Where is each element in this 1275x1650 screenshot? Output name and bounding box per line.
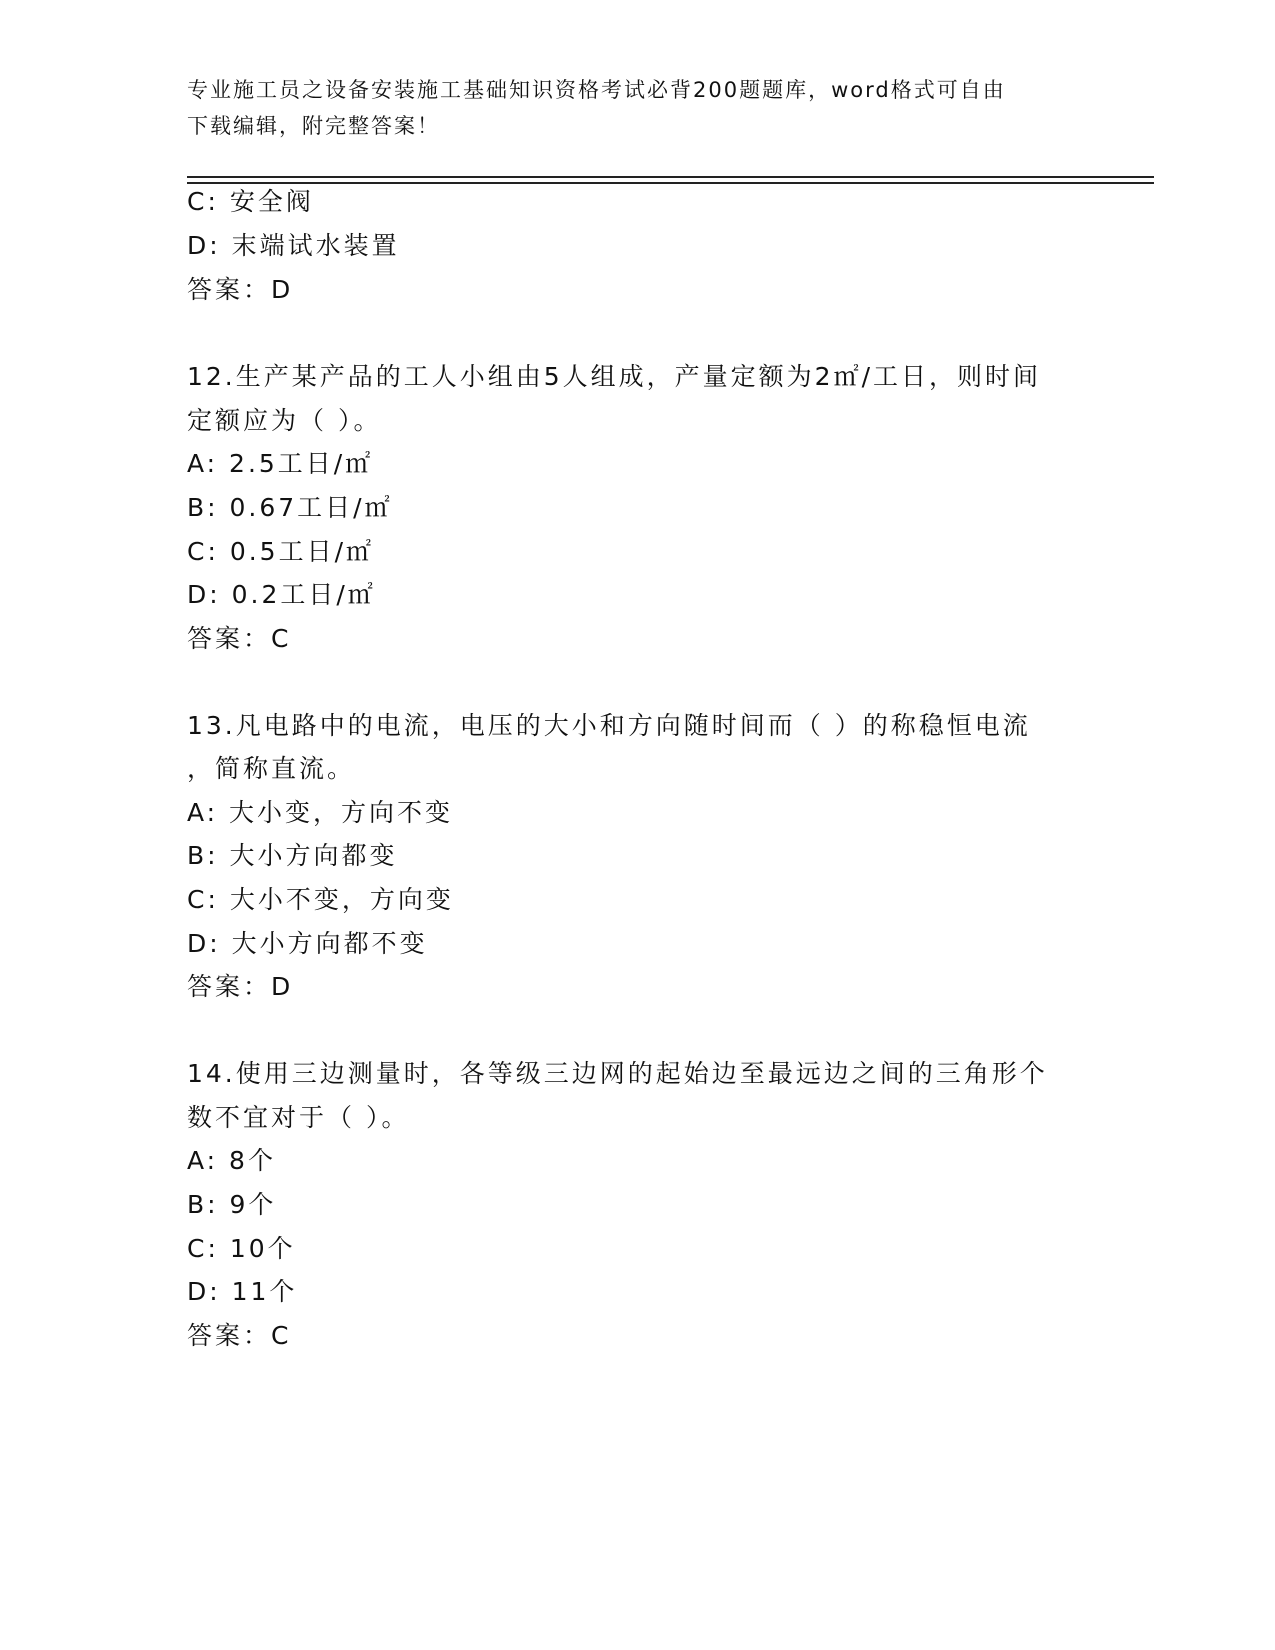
q11-answer: 答案：D	[187, 275, 294, 304]
q12-answer: 答案：C	[187, 624, 292, 653]
q14-answer: 答案：C	[187, 1321, 292, 1350]
header-divider-bottom	[187, 182, 1154, 184]
q11-option-c: C: 安全阀	[187, 187, 314, 216]
q13-stem-line-2: ，简称直流。	[187, 754, 356, 783]
header-divider-top	[187, 176, 1154, 178]
q13-answer: 答案：D	[187, 972, 294, 1001]
header-line-1: 专业施工员之设备安装施工基础知识资格考试必背200题题库，word格式可自由	[187, 78, 1006, 102]
q13-option-b: B: 大小方向都变	[187, 841, 398, 870]
q12-option-d: D: 0.2工日/㎡	[187, 580, 376, 609]
document-header	[187, 72, 1067, 144]
q13-option-c: C: 大小不变，方向变	[187, 885, 454, 914]
q13-option-d: D: 大小方向都不变	[187, 929, 428, 958]
q14-stem-line-2: 数不宜对于（ ）。	[187, 1103, 410, 1132]
q12-stem-line-1: 12.生产某产品的工人小组由5人组成，产量定额为2㎡/工日，则时间	[187, 362, 1041, 391]
q12-option-b: B: 0.67工日/㎡	[187, 493, 393, 522]
q12-option-a: A: 2.5工日/㎡	[187, 449, 374, 478]
q14-stem-line-1: 14.使用三边测量时，各等级三边网的起始边至最远边之间的三角形个	[187, 1059, 1048, 1088]
q11-option-d: D: 末端试水装置	[187, 231, 400, 260]
q14-option-c: C: 10个	[187, 1234, 296, 1263]
q14-option-a: A: 8个	[187, 1146, 276, 1175]
q14-option-d: D: 11个	[187, 1277, 298, 1306]
q12-stem-line-2: 定额应为（ ）。	[187, 406, 382, 435]
q14-option-b: B: 9个	[187, 1190, 277, 1219]
q13-stem-line-1: 13.凡电路中的电流，电压的大小和方向随时间而（ ）的称稳恒电流	[187, 711, 1031, 740]
header-line-2: 下载编辑，附完整答案！	[187, 114, 440, 138]
q12-option-c: C: 0.5工日/㎡	[187, 537, 375, 566]
q13-option-a: A: 大小变，方向不变	[187, 798, 454, 827]
